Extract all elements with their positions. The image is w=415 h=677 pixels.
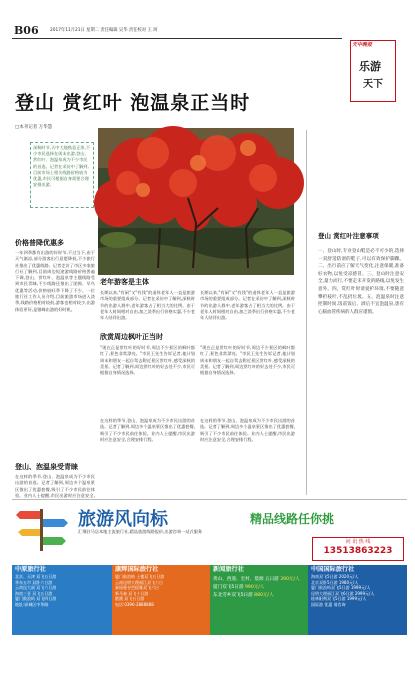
page-number: B06 xyxy=(14,24,39,37)
logo-newspaper-name: 天中晚报 xyxy=(352,42,373,48)
section-title-price: 价格普降优惠多 xyxy=(15,239,64,247)
agency-line: 云南昆明大理丽江双飞六日 xyxy=(115,579,163,585)
hotline-number: 13513863223 xyxy=(323,546,393,556)
agency-line: 昆明大理丽江双飞6日游 xyxy=(311,590,354,596)
column-divider xyxy=(306,130,307,495)
agency-price: 2999元/人 xyxy=(354,590,375,596)
agency-line: 厦门鼓浪屿 土楼双飞五日游 xyxy=(115,574,165,579)
agency-line: 地址:驿城区中华路 xyxy=(15,601,49,607)
agency-line: 国际游 优惠 请咨询 xyxy=(311,601,346,607)
ad-banner-subtitle: 精品线路任你挑 xyxy=(250,512,335,526)
agency-name: 中原旅行社 xyxy=(15,566,46,573)
headline: 登山 赏红叶 泡温泉正当时 xyxy=(15,92,251,114)
section-title-elderly: 老年游客是主体 xyxy=(100,278,149,286)
maple-photo xyxy=(98,128,294,275)
agency-line: 桂林阳朔双飞5日游 xyxy=(311,596,346,602)
ad-banner-title: 旅游风向标 xyxy=(78,509,168,530)
section-title-tips: 登山 赏红叶注意事项 xyxy=(318,232,379,240)
logo-section-title: 乐游 xyxy=(359,60,381,73)
byline: □本刊记者 万华慧 xyxy=(15,125,53,130)
section-title-hot-spring: 登山、泡温泉受青睐 xyxy=(15,463,78,471)
agency-card-2 xyxy=(112,565,210,635)
agency-price: 1999元/人 xyxy=(350,585,371,591)
intro-summary: 深秋时节,天中大地秋意正浓,不少市民选择在周末出游,登山、赏红叶、泡温泉成为不少市民的首选。记者在采访中了解到,目前市场上相关线路价格较为优惠,市民可根据自身需要合理安排出游。 xyxy=(30,142,94,208)
agency-line: 东北雪乡双飞5日游 xyxy=(213,593,253,598)
agency-price: 1999元/人 xyxy=(346,596,367,602)
agency-line: 泰国曼谷芭提雅双飞六日 xyxy=(115,585,159,591)
agency-line: 海南三亚 双飞五日游 xyxy=(15,590,53,596)
agency-line: 黄山、西递、宏村、婺源 五日游 xyxy=(213,577,279,582)
agency-line: 厦门鼓浪屿 双飞四日游 xyxy=(15,596,57,602)
agency-name: 中国国际旅行社 xyxy=(311,566,355,573)
section-body-hot-spring-2: 在这样的季节,登山、泡温泉成为不少市民出游的首选。记者了解到,周边多个温泉景区推出了优惠套餐,吸引了不少市民前往体验。业内人士提醒,市民出游时应注意安全,合理安排行程。 xyxy=(100,418,195,442)
agency-line: 港澳 双飞五日游 xyxy=(115,596,145,602)
agency-price: 990元/人 xyxy=(244,585,265,590)
agency-line: 电话:0396-2888888 xyxy=(115,601,154,607)
section-body-tips: 一、登山时,专业登山鞋是必不可少的,选择一双舒适防滑的鞋子,可以有效保护脚踝。二、出行前应了解天气变化,注意保暖,准备好衣物,以免受凉感冒。三、登山时注意安全,量力而行,不要走未开发的路线,以免发生意外。四、赏红叶时请爱护环境,不要随意攀折枝叶,不乱扔垃圾。五、泡温泉时注意控制时间,饭前饭后、酒后不宜泡温泉,患有心脑血管疾病的人群应谨慎。 xyxy=(318,249,404,315)
agency-card-1 xyxy=(12,565,112,635)
agency-card-3 xyxy=(210,565,308,635)
signpost-icon xyxy=(16,501,68,551)
agency-line: 海南双飞5日游 xyxy=(311,574,338,579)
agency-name: 新闻旅行社 xyxy=(213,566,244,573)
header-rule xyxy=(12,38,342,39)
travel-advertisement xyxy=(12,499,407,642)
section-body-hot-spring-1: 在这样的季节,登山、泡温泉成为不少市民出游的首选。记者了解到,周边多个温泉景区推出了优惠套餐,吸引了不少市民前往体验。业内人士提醒,市民出游时应注意安全, xyxy=(15,474,95,498)
section-body-elderly-2: 长期以来,"有闲"又"有钱"的退休老年人一直是旅游市场的重要组成部分。记者在采访中了解到,深秋时节的出游人群中,老年游客占了相当大的比例。由于老年人时间相对自由,加之淡季出行价格实惠,不少老年人结伴出游。 xyxy=(200,290,295,321)
agency-price: 390元/人 xyxy=(280,577,300,582)
agency-price: 1980元/人 xyxy=(338,579,359,585)
agency-price: 2020元/人 xyxy=(338,574,359,579)
agency-line: 北京双卧5日游 xyxy=(311,579,338,585)
page-meta: 2017年11月21日 星期二 责任编辑 吴华 责任校对 王 珂 xyxy=(50,28,158,33)
section-body-elderly-1: 长期以来,"有闲"又"有钱"的退休老年人一直是旅游市场的重要组成部分。记者在采访中了解到,深秋时节的出游人群中,老年游客占了相当大的比例。由于老年人时间相对自由,加之淡季出行价格实惠,不少老年人结伴出游。 xyxy=(100,290,195,321)
agency-line: 新马泰 双飞十日游 xyxy=(115,590,149,596)
hotline-label: 问 讯 热 线 xyxy=(345,539,371,545)
section-body-nearby-1: "现在正是赏红叶的好时节,周边不少景区的枫叶都红了,景色非常漂亮。"市民王先生告诉记者,他计划周末和朋友一起自驾去附近景区赏红叶,感受深秋的美景。记者了解到,周边赏红叶的好去处不少,市民可根据自身情况选择。 xyxy=(100,345,195,376)
agency-price: 880元/人 xyxy=(254,593,274,598)
agency-card-4 xyxy=(308,565,407,635)
agency-line: 云南昆大丽 双飞六日游 xyxy=(15,585,57,591)
agency-line: 北京、天津 双飞五日游 xyxy=(15,574,57,579)
agency-line: 厦门双飞5日游 xyxy=(213,585,244,590)
agency-name: 康辉国际旅行社 xyxy=(115,566,159,573)
logo-section-subtitle: 天下 xyxy=(363,79,383,90)
agency-line: 厦门鼓浪屿双飞5日游 xyxy=(311,585,350,591)
hotline-box xyxy=(312,537,404,561)
section-body-nearby-2: "现在正是赏红叶的好时节,周边不少景区的枫叶都红了,景色非常漂亮。"市民王先生告诉记者,他计划周末和朋友一起自驾去附近景区赏红叶,感受深秋的美景。记者了解到,周边赏红叶的好去处不少,市民可根据自身情况选择。 xyxy=(200,345,295,376)
ad-banner-description: 汇聚驻马店本地主流旅行社,精品旅游线路报价,出游咨询一站式服务 xyxy=(78,529,203,534)
agency-line: 华东五市 双卧六日游 xyxy=(15,579,53,585)
section-body-hot-spring-3: 在这样的季节,登山、泡温泉成为不少市民出游的首选。记者了解到,周边多个温泉景区推出了优惠套餐,吸引了不少市民前往体验。业内人士提醒,市民出游时应注意安全,合理安排行程。 xyxy=(200,418,295,442)
section-body-price: 一年四季都有出游的好时节,不过当下,由于天气渐凉,部分游客出行意愿降低,不少旅行社推出了优惠线路。记者走访了市区多家旅行社了解到,目前周边短途游线路价格普遍下调,登山、赏红叶、泡温泉等主题线路受到市民青睐,不少线路还推出了团购、早鸟优惠等活动,价格较旺季下降了不少。一位旅行社工作人员介绍,目前旅游市场进入淡季,线路价格相对较低,游客也相对较少,出游体验更好,是错峰出游的好时机。 xyxy=(15,250,95,312)
section-title-nearby: 欣赏周边枫叶正当时 xyxy=(100,333,163,341)
